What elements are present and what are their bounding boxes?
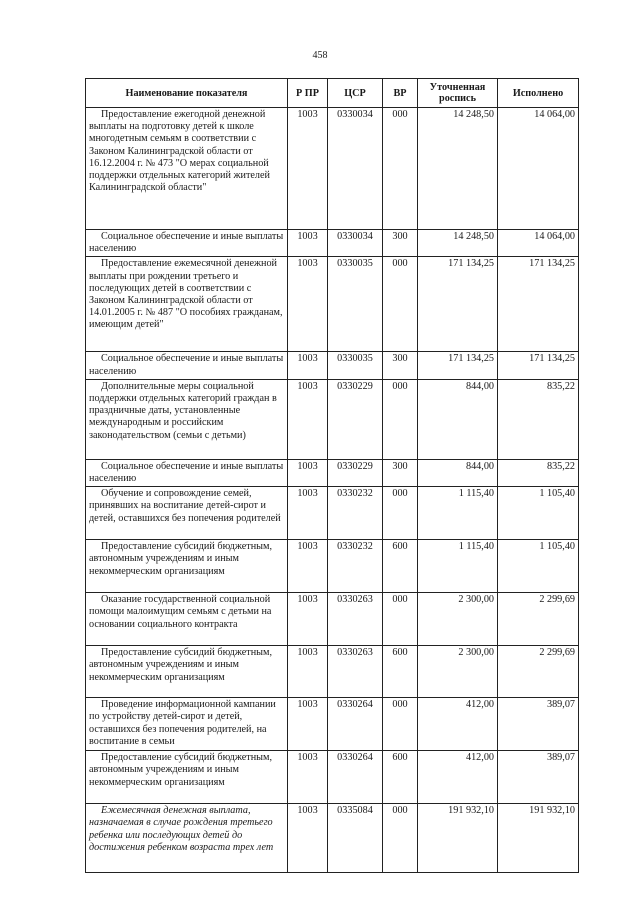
- row-plan-amount: 171 134,25: [418, 352, 498, 379]
- row-expense-code: 300: [383, 459, 418, 486]
- row-section-code: 1003: [288, 379, 328, 459]
- row-target-code: 0330264: [328, 751, 383, 804]
- row-section-code: 1003: [288, 108, 328, 230]
- row-section-code: 1003: [288, 352, 328, 379]
- row-indicator-name: Обучение и сопровождение семей, принявших на воспитание детей-сирот и детей, оставшихся без попечения родителей: [86, 487, 288, 540]
- row-executed-amount: 2 299,69: [498, 646, 579, 698]
- row-target-code: 0330263: [328, 646, 383, 698]
- row-plan-amount: 844,00: [418, 459, 498, 486]
- row-section-code: 1003: [288, 646, 328, 698]
- row-expense-code: 000: [383, 593, 418, 646]
- row-target-code: 0330035: [328, 352, 383, 379]
- header-revised-plan: Уточненная роспись: [418, 79, 498, 108]
- row-section-code: 1003: [288, 257, 328, 352]
- row-executed-amount: 389,07: [498, 698, 579, 751]
- row-section-code: 1003: [288, 230, 328, 257]
- row-plan-amount: 1 115,40: [418, 540, 498, 593]
- row-plan-amount: 2 300,00: [418, 646, 498, 698]
- page-number: 458: [312, 50, 328, 61]
- table-row: [86, 487, 579, 540]
- row-executed-amount: 14 064,00: [498, 108, 579, 230]
- row-plan-amount: 14 248,50: [418, 108, 498, 230]
- row-indicator-name: Ежемесячная денежная выплата, назначаемая в случае рождения третьего ребенка или последующих детей до достижения ребенком возраста трех лет: [86, 804, 288, 873]
- row-executed-amount: 191 932,10: [498, 804, 579, 873]
- table-row: [86, 257, 579, 352]
- row-executed-amount: 171 134,25: [498, 257, 579, 352]
- budget-execution-table: [85, 78, 579, 873]
- table-row: [86, 540, 579, 593]
- row-indicator-name: Предоставление ежемесячной денежной выплаты при рождении третьего и последующих детей в соответствии с Законом Калининградской области от 14.01.2005 г. № 487 "О пособиях гражданам, имеющим детей": [86, 257, 288, 352]
- row-indicator-name: Дополнительные меры социальной поддержки отдельных категорий граждан в праздничные даты, установленные международным и российским законодательством (семьи с детьми): [86, 379, 288, 459]
- table-row: [86, 379, 579, 459]
- row-section-code: 1003: [288, 698, 328, 751]
- header-indicator-name: Наименование показателя: [86, 79, 288, 108]
- header-expense-type: ВР: [383, 79, 418, 108]
- row-target-code: 0330035: [328, 257, 383, 352]
- row-executed-amount: 835,22: [498, 459, 579, 486]
- row-plan-amount: 844,00: [418, 379, 498, 459]
- row-executed-amount: 171 134,25: [498, 352, 579, 379]
- table-row: [86, 698, 579, 751]
- row-indicator-name: Предоставление субсидий бюджетным, автономным учреждениям и иным некоммерческим организациям: [86, 540, 288, 593]
- row-indicator-name: Социальное обеспечение и иные выплаты населению: [86, 459, 288, 486]
- row-target-code: 0330232: [328, 487, 383, 540]
- row-section-code: 1003: [288, 540, 328, 593]
- row-expense-code: 000: [383, 108, 418, 230]
- row-expense-code: 000: [383, 257, 418, 352]
- table-row: [86, 646, 579, 698]
- row-target-code: 0330264: [328, 698, 383, 751]
- row-plan-amount: 412,00: [418, 751, 498, 804]
- table-row: [86, 108, 579, 230]
- row-expense-code: 000: [383, 379, 418, 459]
- row-executed-amount: 835,22: [498, 379, 579, 459]
- row-executed-amount: 14 064,00: [498, 230, 579, 257]
- row-target-code: 0330263: [328, 593, 383, 646]
- row-section-code: 1003: [288, 751, 328, 804]
- table-row: [86, 804, 579, 873]
- row-expense-code: 300: [383, 230, 418, 257]
- row-plan-amount: 2 300,00: [418, 593, 498, 646]
- header-executed: Исполнено: [498, 79, 579, 108]
- row-plan-amount: 412,00: [418, 698, 498, 751]
- row-expense-code: 000: [383, 487, 418, 540]
- row-plan-amount: 191 932,10: [418, 804, 498, 873]
- table-row: [86, 593, 579, 646]
- row-plan-amount: 171 134,25: [418, 257, 498, 352]
- row-expense-code: 600: [383, 751, 418, 804]
- row-section-code: 1003: [288, 804, 328, 873]
- table-row: [86, 751, 579, 804]
- row-plan-amount: 1 115,40: [418, 487, 498, 540]
- row-section-code: 1003: [288, 487, 328, 540]
- table-header-row: [86, 79, 579, 108]
- row-target-code: 0330229: [328, 459, 383, 486]
- row-target-code: 0330232: [328, 540, 383, 593]
- row-expense-code: 000: [383, 698, 418, 751]
- row-expense-code: 300: [383, 352, 418, 379]
- row-target-code: 0330034: [328, 230, 383, 257]
- row-executed-amount: 1 105,40: [498, 540, 579, 593]
- table-row: [86, 459, 579, 486]
- header-target-item: ЦСР: [328, 79, 383, 108]
- row-expense-code: 600: [383, 646, 418, 698]
- table-row: [86, 230, 579, 257]
- row-indicator-name: Социальное обеспечение и иные выплаты населению: [86, 352, 288, 379]
- row-section-code: 1003: [288, 593, 328, 646]
- row-section-code: 1003: [288, 459, 328, 486]
- header-section-subsection: Р ПР: [288, 79, 328, 108]
- row-indicator-name: Предоставление субсидий бюджетным, автономным учреждениям и иным некоммерческим организациям: [86, 751, 288, 804]
- row-executed-amount: 1 105,40: [498, 487, 579, 540]
- row-indicator-name: Оказание государственной социальной помощи малоимущим семьям с детьми на основании социального контракта: [86, 593, 288, 646]
- row-target-code: 0330034: [328, 108, 383, 230]
- row-target-code: 0330229: [328, 379, 383, 459]
- row-target-code: 0335084: [328, 804, 383, 873]
- row-executed-amount: 389,07: [498, 751, 579, 804]
- row-indicator-name: Проведение информационной кампании по устройству детей-сирот и детей, оставшихся без попечения родителей, на воспитание в семьи: [86, 698, 288, 751]
- row-plan-amount: 14 248,50: [418, 230, 498, 257]
- row-expense-code: 000: [383, 804, 418, 873]
- row-executed-amount: 2 299,69: [498, 593, 579, 646]
- table-row: [86, 352, 579, 379]
- row-indicator-name: Социальное обеспечение и иные выплаты населению: [86, 230, 288, 257]
- row-indicator-name: Предоставление субсидий бюджетным, автономным учреждениям и иным некоммерческим организациям: [86, 646, 288, 698]
- row-expense-code: 600: [383, 540, 418, 593]
- row-indicator-name: Предоставление ежегодной денежной выплаты на подготовку детей к школе многодетным семьям в соответствии с Законом Калининградской области от 16.12.2004 г. № 473 "О мерах социальной поддержки отдельных категорий жителей Калининградской области": [86, 108, 288, 230]
